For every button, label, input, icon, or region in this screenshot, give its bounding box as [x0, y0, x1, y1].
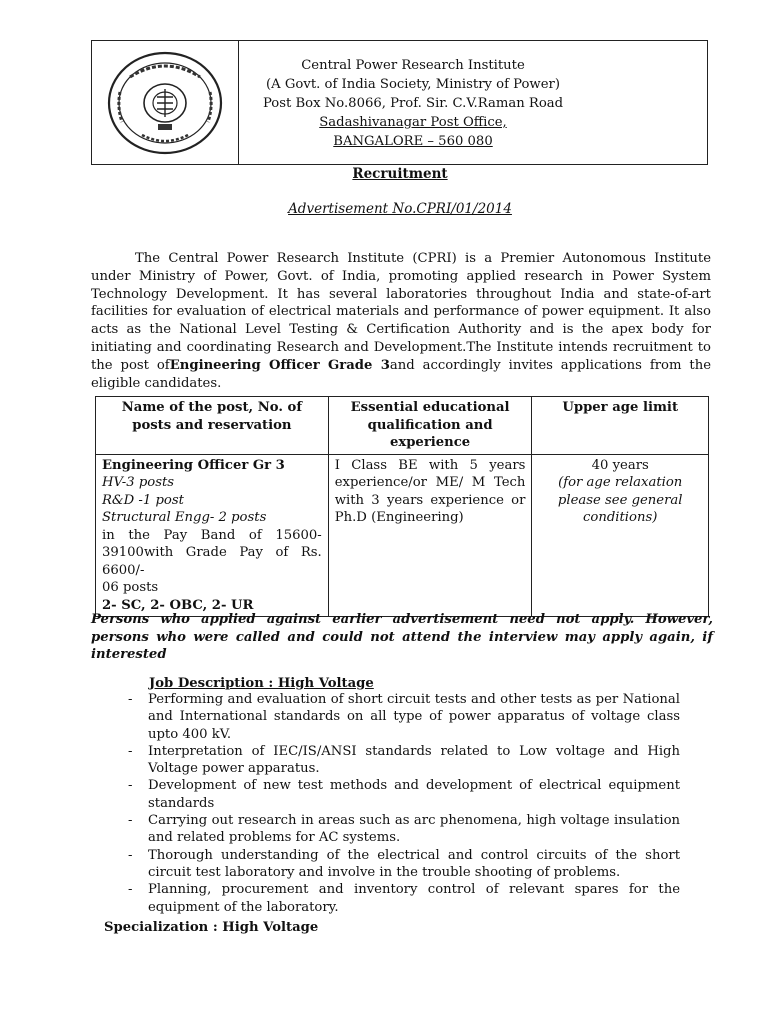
age-note: (for age relaxation please see general conditions) [557, 475, 683, 525]
table-row [96, 454, 709, 617]
header-age: Upper age limit [532, 397, 709, 455]
advertisement-number: Advertisement No.CPRI/01/2014 [288, 201, 512, 217]
age-limit: 40 years [591, 457, 649, 473]
institute-address [238, 56, 588, 151]
specialization: Specialization : High Voltage [104, 920, 319, 935]
job-description-heading: Job Description : High Voltage [149, 676, 374, 691]
job-description-list [128, 691, 680, 916]
post-rd: R&D -1 post [102, 492, 184, 508]
post-pay: in the Pay Band of 15600-39100with Grade Pay of Rs. 6600/- [102, 527, 322, 578]
intro-text-2: and accordingly invites applications from the eligible candidates. [91, 357, 711, 391]
list-item: - Development of new test methods and development of electrical equipment standards [128, 778, 680, 811]
post-count: 06 posts [102, 580, 159, 595]
letterhead [91, 40, 708, 165]
post-name: Engineering Officer Gr 3 [102, 457, 285, 473]
cell-qualification: I Class BE with 5 years experience/or ME/ M Tech with 3 years experience or Ph.D (Engineering) [328, 454, 532, 617]
list-item: - Thorough understanding of the electrical and control circuits of the short circuit test laboratory and involve in the trouble shooting of problems. [128, 847, 680, 880]
institute-city: BANGALORE – 560 080 [333, 134, 493, 149]
post-structural: Structural Engg- 2 posts [102, 510, 267, 525]
list-item: - Planning, procurement and inventory control of relevant spares for the equipment of the laboratory. [128, 882, 680, 915]
header-post: Name of the post, No. of posts and reservation [96, 397, 329, 455]
logo-cell [92, 41, 239, 164]
header-qualification: Essential educational qualification and experience [328, 397, 532, 455]
institute-postbox: Post Box No.8066, Prof. Sir. C.V.Raman Road [262, 96, 564, 111]
institute-society: (A Govt. of India Society, Ministry of Power) [266, 77, 560, 92]
posts-table [95, 396, 709, 617]
table-header-row [96, 397, 709, 455]
cell-age [532, 454, 709, 617]
post-reservation: 2- SC, 2- OBC, 2- UR [102, 597, 254, 613]
cell-post [96, 454, 329, 617]
intro-post-name: Engineering Officer Grade 3 [169, 357, 390, 373]
page-title: Recruitment [352, 166, 448, 182]
post-hv: HV-3 posts [102, 475, 175, 490]
list-item: - Carrying out research in areas such as arc phenomena, high voltage insulation and related problems for AC systems. [128, 813, 680, 846]
list-item: - Performing and evaluation of short circuit tests and other tests as per National and International standards on all type of power apparatus of voltage class upto 400 kV. [128, 692, 680, 742]
intro-text-1: The Central Power Research Institute (CPRI) is a Premier Autonomous Institute under Ministry of Power, Govt. of India, promoting applied research in Power System Technology Development. It has several laboratories throughout India and state-of-art facilities for evaluation of electrical materials and performance of power equipment. It also acts as the National Level Testing & Certification Authority and is the apex body for initiating and coordinating Research and Development.The Institute intends recruitment to the post of [91, 251, 711, 373]
list-item: - Interpretation of IEC/IS/ANSI standards related to Low voltage and High Voltage power apparatus. [128, 743, 680, 777]
intro-paragraph [91, 250, 711, 392]
applicant-note: Persons who applied against earlier advertisement need not apply. However, persons who were called and could not attend the interview may apply again, if interested [91, 612, 713, 662]
cpri-logo-icon [100, 47, 230, 159]
institute-name: Central Power Research Institute [301, 58, 525, 73]
institute-post-office: Sadashivanagar Post Office, [319, 115, 507, 130]
